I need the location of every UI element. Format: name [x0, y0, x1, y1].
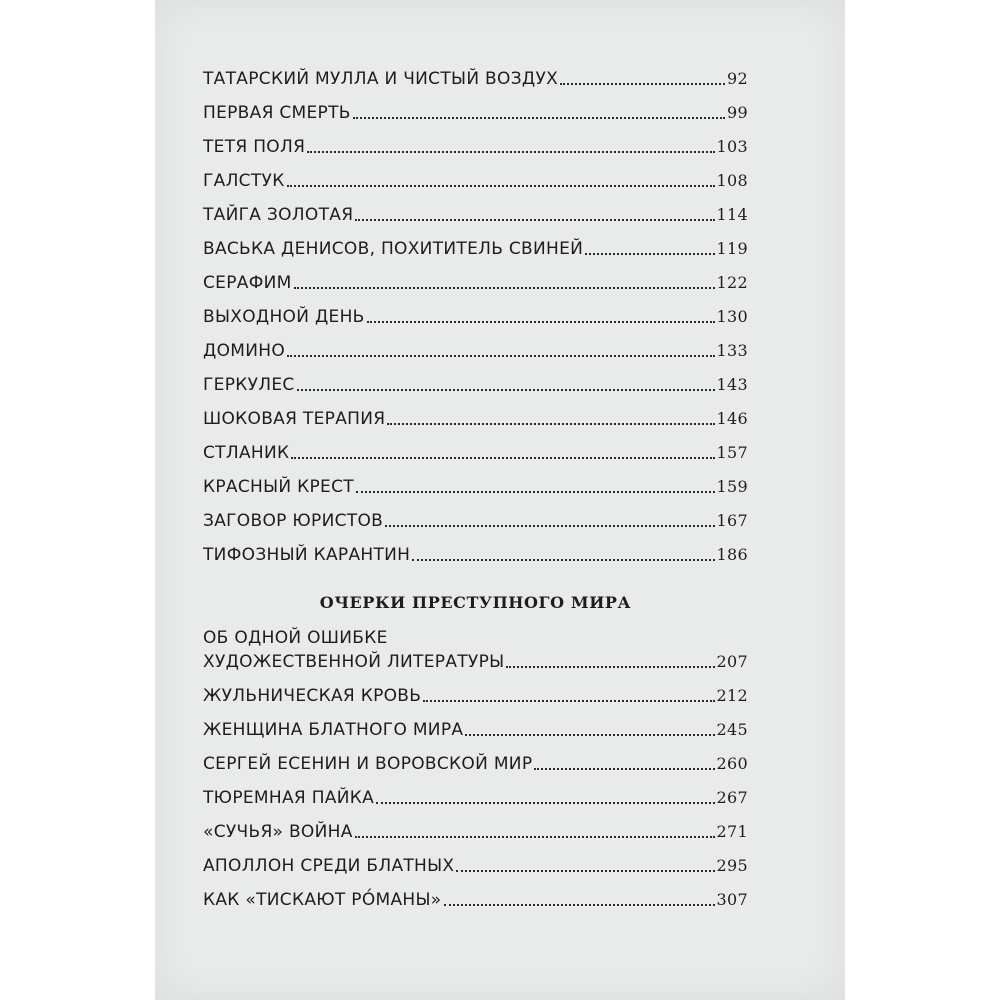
toc-entry	[203, 131, 748, 157]
toc-entry	[203, 884, 748, 910]
toc-entry-page: 159	[716, 477, 748, 496]
toc-entry-page: 157	[716, 443, 748, 462]
toc-entry-title: ЖЕНЩИНА БЛАТНОГО МИРА	[203, 720, 464, 740]
toc-entry	[203, 165, 748, 191]
toc-entry	[203, 850, 748, 876]
toc-entry-title: АПОЛЛОН СРЕДИ БЛАТНЫХ	[203, 856, 455, 876]
toc-entry-page: 92	[727, 69, 748, 88]
toc-entry-title: ШОКОВАЯ ТЕРАПИЯ	[203, 409, 386, 429]
section-heading: ОЧЕРКИ ПРЕСТУПНОГО МИРА	[319, 593, 632, 612]
toc-leader-dots	[465, 734, 714, 736]
toc-entry-page: 271	[716, 822, 748, 841]
toc-entry	[203, 403, 748, 429]
toc-leader-dots	[560, 83, 725, 85]
toc-entry	[203, 816, 748, 842]
toc-entry-title-line1: ОБ ОДНОЙ ОШИБКЕ	[203, 628, 388, 648]
toc-entry-page: 133	[716, 341, 748, 360]
toc-entry-title: СЕРАФИМ	[203, 273, 292, 293]
toc-leader-dots	[355, 219, 714, 221]
toc-entry-page: 260	[716, 754, 748, 773]
toc-leader-dots	[385, 525, 714, 527]
toc-entry	[203, 301, 748, 327]
toc-entry-title: ВЫХОДНОЙ ДЕНЬ	[203, 307, 365, 327]
toc-entry	[203, 437, 748, 463]
toc-entry-title: СЕРГЕЙ ЕСЕНИН И ВОРОВСКОЙ МИР	[203, 754, 533, 774]
toc-entry	[203, 646, 748, 672]
toc-entry-title: ТАЙГА ЗОЛОТАЯ	[203, 205, 354, 225]
toc-leader-dots	[353, 117, 725, 119]
toc-entry-page: 103	[716, 137, 748, 156]
toc-entry	[203, 539, 748, 565]
toc-entry	[203, 199, 748, 225]
toc-leader-dots	[444, 904, 715, 906]
toc-entry	[203, 680, 748, 706]
toc-entry	[203, 267, 748, 293]
toc-entry-title: ТЕТЯ ПОЛЯ	[203, 137, 306, 157]
toc-entry	[203, 505, 748, 531]
toc-leader-dots	[387, 423, 714, 425]
toc-entry-page: 99	[727, 103, 748, 122]
toc-entry-title: ТИФОЗНЫЙ КАРАНТИН	[203, 545, 411, 565]
toc-leader-dots	[355, 836, 715, 838]
toc-leader-dots	[585, 253, 714, 255]
toc-entry-title: ВАСЬКА ДЕНИСОВ, ПОХИТИТЕЛЬ СВИНЕЙ	[203, 239, 584, 259]
toc-entry-title: ЗАГОВОР ЮРИСТОВ	[203, 511, 384, 531]
toc-entry-title-line2: ХУДОЖЕСТВЕННОЙ ЛИТЕРАТУРЫ	[203, 652, 505, 672]
toc-leader-dots	[412, 559, 714, 561]
toc-entry-title: КРАСНЫЙ КРЕСТ	[203, 477, 354, 497]
toc-leader-dots	[367, 321, 715, 323]
toc-entry	[203, 471, 748, 497]
toc-entry-page: 307	[716, 890, 748, 909]
toc-entry-page: 114	[716, 205, 748, 224]
toc-entry-title: ЖУЛЬНИЧЕСКАЯ КРОВЬ	[203, 686, 422, 706]
toc-entry-title: ТАТАРСКИЙ МУЛЛА И ЧИСТЫЙ ВОЗДУХ	[203, 69, 559, 89]
toc-entry	[203, 782, 748, 808]
toc-leader-dots	[287, 185, 715, 187]
toc-leader-dots	[376, 802, 714, 804]
toc-entry-page: 167	[716, 511, 748, 530]
toc-leader-dots	[506, 666, 714, 668]
toc-entry-title: «СУЧЬЯ» ВОЙНА	[203, 822, 353, 842]
toc-leader-dots	[307, 151, 714, 153]
toc-entry-title: ПЕРВАЯ СМЕРТЬ	[203, 103, 351, 123]
toc-entry-title: СТЛАНИК	[203, 443, 290, 463]
toc-leader-dots	[423, 700, 714, 702]
toc-entry	[203, 335, 748, 361]
toc-entry-title: ГЕРКУЛЕС	[203, 375, 295, 395]
toc-entry-title: ДОМИНО	[203, 341, 286, 361]
toc-entry-page: 295	[716, 856, 748, 875]
toc-entry-title: ГАЛСТУК	[203, 171, 285, 191]
toc-entry-page: 122	[716, 273, 748, 292]
toc-entry	[203, 714, 748, 740]
toc-entry	[203, 233, 748, 259]
toc-entry-page: 245	[716, 720, 748, 739]
toc-leader-dots	[294, 287, 715, 289]
toc-leader-dots	[287, 355, 715, 357]
toc-entry	[203, 369, 748, 395]
toc-entry-page: 146	[716, 409, 748, 428]
toc-leader-dots	[534, 768, 714, 770]
toc-entry-page: 119	[716, 239, 748, 258]
toc-leader-dots	[356, 491, 715, 493]
toc-entry-title: ТЮРЕМНАЯ ПАЙКА	[203, 788, 375, 808]
toc-leader-dots	[456, 870, 714, 872]
toc-entry-title: КАК «ТИСКАЮТ РО́МАНЫ»	[203, 890, 442, 910]
toc-leader-dots	[297, 389, 715, 391]
toc-leader-dots	[291, 457, 714, 459]
toc-entry-page: 212	[716, 686, 748, 705]
toc-entry-page: 267	[716, 788, 748, 807]
toc-entry	[203, 63, 748, 89]
toc-entry-page: 186	[716, 545, 748, 564]
toc-entry	[203, 97, 748, 123]
toc-entry	[203, 748, 748, 774]
toc-entry-page: 130	[716, 307, 748, 326]
toc-entry-page: 143	[716, 375, 748, 394]
toc-entry-page: 108	[716, 171, 748, 190]
toc-entry-page: 207	[716, 652, 748, 671]
